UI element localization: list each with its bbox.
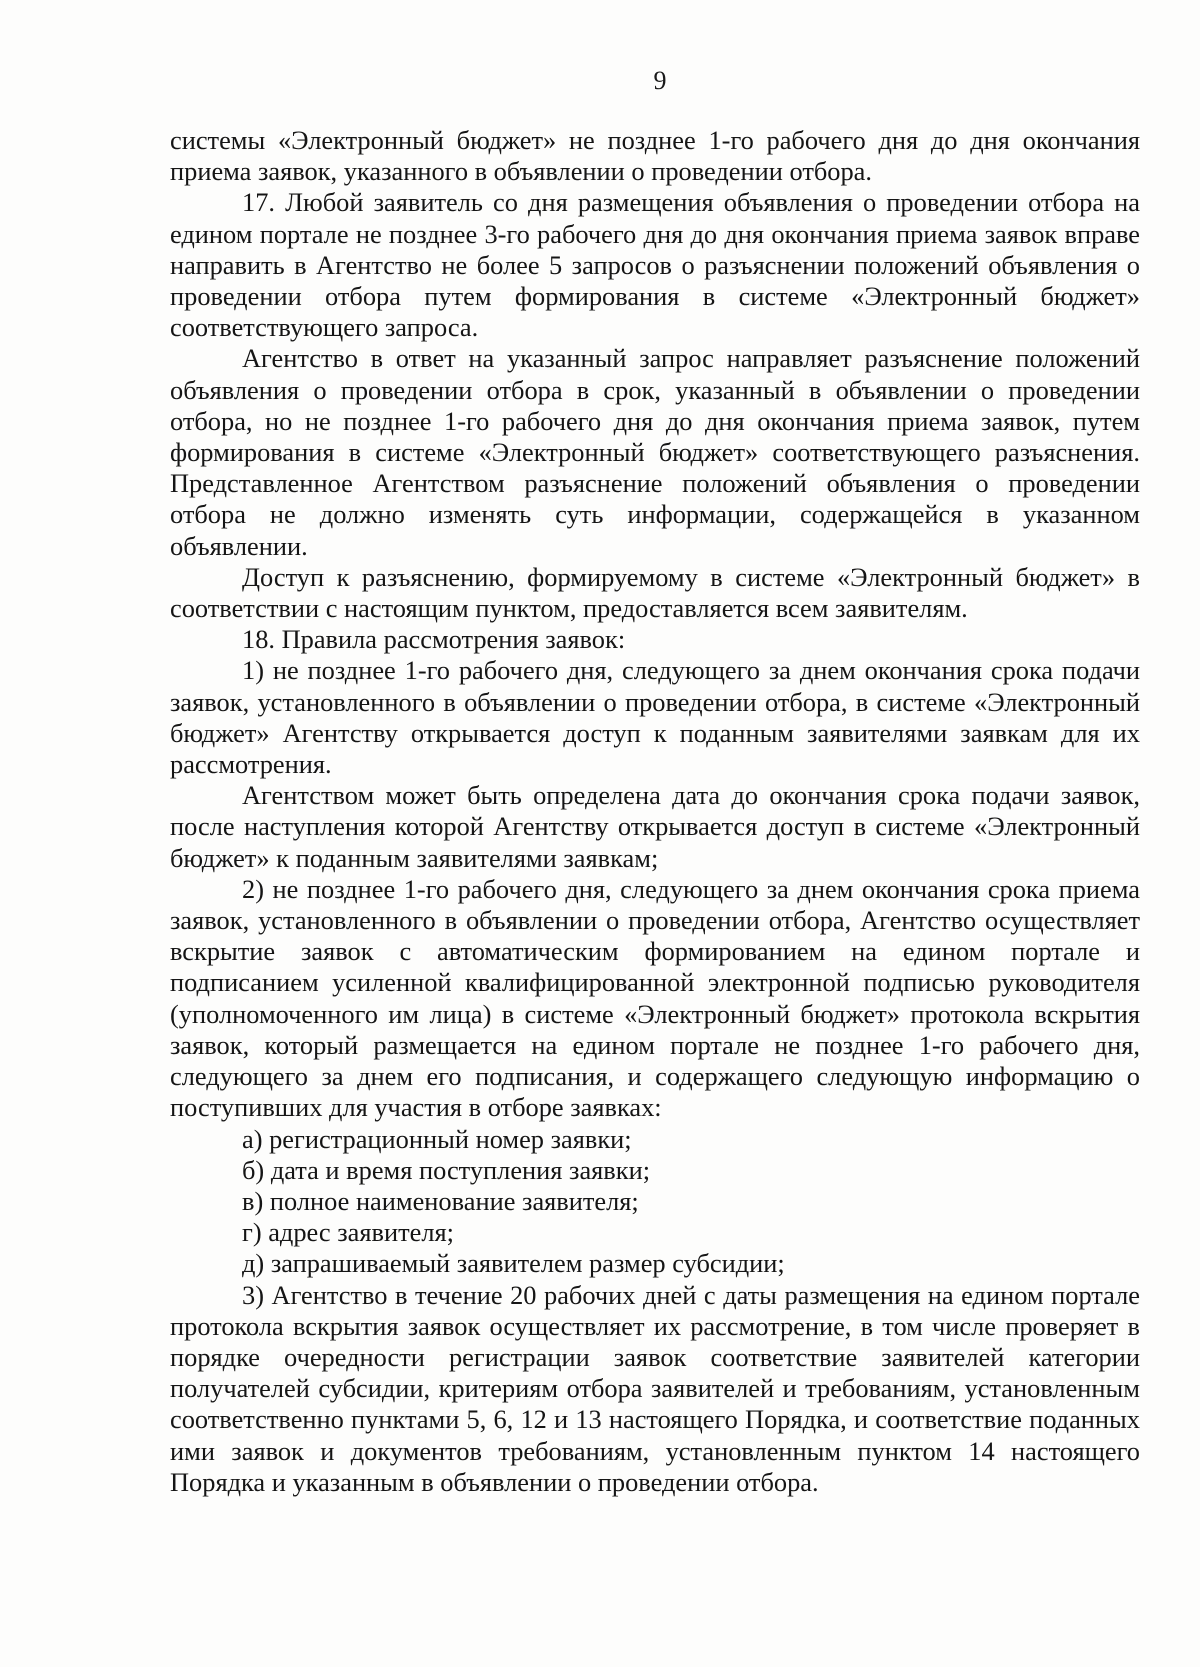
- list-item-v: в) полное наименование заявителя;: [242, 1185, 639, 1216]
- paragraph-access-clarification: Доступ к разъяснению, формируемому в системе «Электронный бюджет» в соответствии с настоящим пунктом, предоставляется всем заявителям.: [170, 561, 1140, 624]
- list-item-d: д) запрашиваемый заявителем размер субсидии;: [242, 1248, 785, 1279]
- paragraph-continuation: системы «Электронный бюджет» не позднее 1-го рабочего дня до дня окончания приема заявок, указанного в объявлении о проведении отбора.: [170, 125, 1140, 187]
- paragraph-subitem-3: 3) Агентство в течение 20 рабочих дней с даты размещения на едином портале протокола вскрытия заявок осуществляет их рассмотрение, в том числе проверяет в порядке очередности регистрации заявок соответствие заявителей категории получателей субсидии, критериям отбора заявителей и требованиям, установленным соответственно пунктами 5, 6, 12 и 13 настоящего Порядка, и соответствие поданных ими заявок и документов требованиям, установленным пунктом 14 настоящего Порядка и указанным в объявлении о проведении отбора.: [170, 1279, 1140, 1497]
- list-item-g: г) адрес заявителя;: [242, 1217, 454, 1248]
- paragraph-item-18-heading: 18. Правила рассмотрения заявок:: [242, 624, 626, 655]
- list-item-b: б) дата и время поступления заявки;: [242, 1154, 651, 1185]
- paragraph-subitem-2: 2) не позднее 1-го рабочего дня, следующего за днем окончания срока приема заявок, установленного в объявлении о проведении отбора, Агентство осуществляет вскрытие заявок с автоматическим формированием на едином портале и подписанием усиленной квалифицированной электронной подписью руководителя (уполномоченного им лица) в системе «Электронный бюджет» протокола вскрытия заявок, который размещается на едином портале не позднее 1-го рабочего дня, следующего за днем его подписания, и содержащего следующую информацию о поступивших для участия в отборе заявках:: [170, 873, 1140, 1123]
- paragraph-agency-response: Агентство в ответ на указанный запрос направляет разъяснение положений объявления о проведении отбора в срок, указанный в объявлении о проведении отбора, но не позднее 1-го рабочего дня до дня окончания приема заявок, путем формирования в системе «Электронный бюджет» соответствующего разъяснения. Представленное Агентством разъяснение положений объявления о проведении отбора не должно изменять суть информации, содержащейся в указанном объявлении.: [170, 343, 1140, 561]
- paragraph-agency-date: Агентством может быть определена дата до окончания срока подачи заявок, после наступления которой Агентству открывается доступ в системе «Электронный бюджет» к поданным заявителями заявкам;: [170, 780, 1140, 873]
- list-item-a: а) регистрационный номер заявки;: [242, 1123, 632, 1154]
- paragraph-subitem-1: 1) не позднее 1-го рабочего дня, следующего за днем окончания срока подачи заявок, установленного в объявлении о проведении отбора, в системе «Электронный бюджет» Агентству открывается доступ к поданным заявителями заявкам для их рассмотрения.: [170, 655, 1140, 780]
- document-body: [170, 125, 1140, 1498]
- page-number: 9: [653, 66, 667, 95]
- paragraph-item-17: 17. Любой заявитель со дня размещения объявления о проведении отбора на едином портале не позднее 3-го рабочего дня до дня окончания приема заявок вправе направить в Агентство не более 5 запросов о разъяснении положений объявления о проведении отбора путем формирования в системе «Электронный бюджет» соответствующего запроса.: [170, 187, 1140, 343]
